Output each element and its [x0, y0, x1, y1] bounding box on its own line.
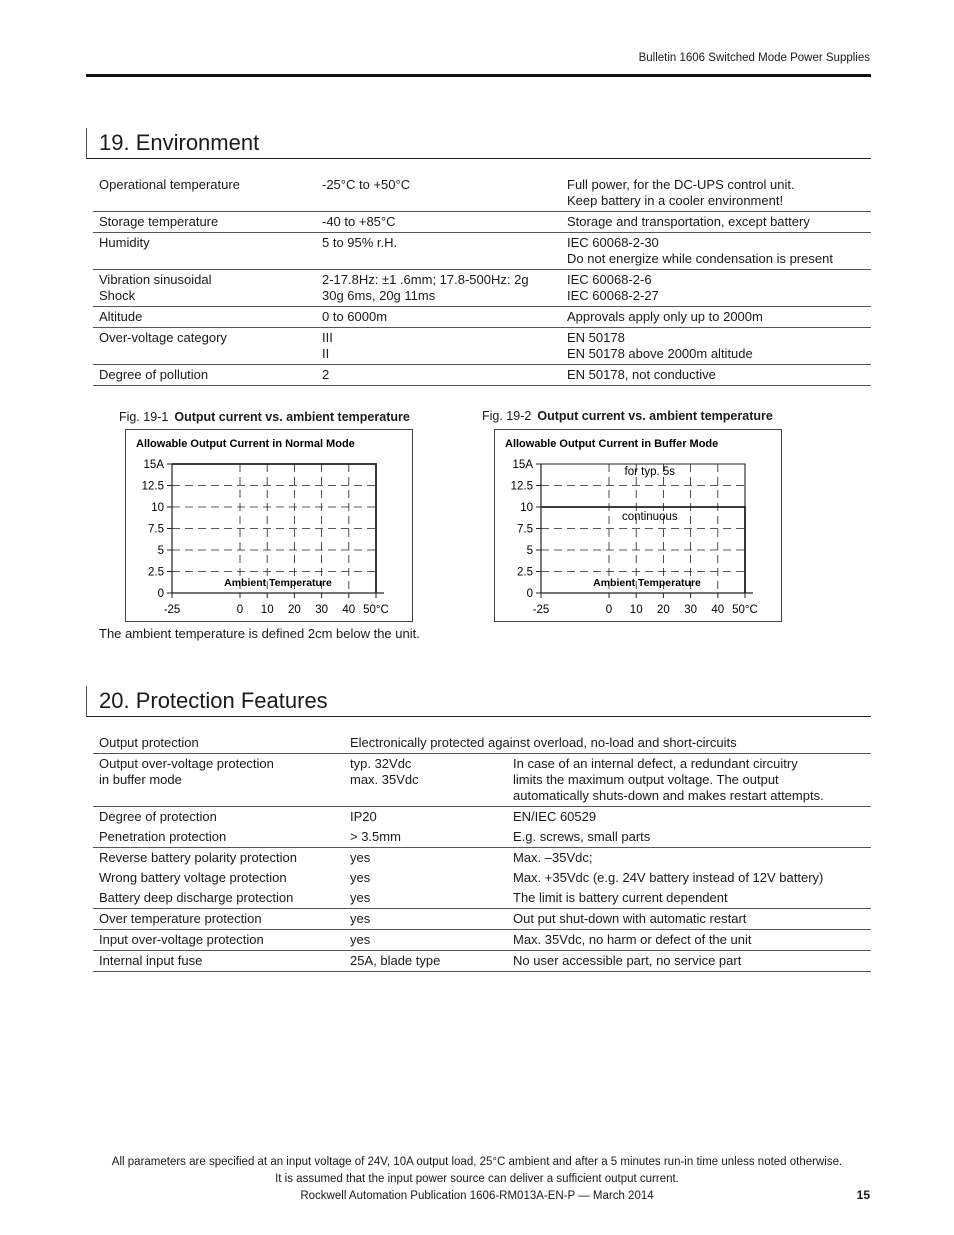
protection-note-text: Max. +35Vdc (e.g. 24V battery instead of 12V battery) [513, 870, 824, 885]
environment-note-cell [561, 328, 871, 365]
protection-note-text: In case of an internal defect, a redundant circuitry [513, 756, 798, 771]
protection-note-text: limits the maximum output voltage. The output [513, 772, 779, 787]
x-tick-label: 0 [236, 604, 244, 616]
environment-note-cell [561, 175, 871, 212]
figure-19-1-caption [119, 410, 410, 424]
page-number: 15 [856, 1188, 870, 1202]
environment-note-cell [561, 270, 871, 307]
protection-note-cell [507, 909, 871, 930]
protection-param-cell [93, 733, 344, 754]
environment-note-text: EN 50178, not conductive [567, 367, 716, 382]
environment-param-text: Degree of pollution [99, 367, 209, 382]
environment-row [93, 328, 871, 365]
environment-value-text: 0 to 6000m [322, 309, 388, 324]
protection-note-cell [507, 951, 871, 972]
protection-value-text: IP20 [350, 809, 377, 824]
environment-value-text: II [322, 346, 330, 361]
x-tick-label: 20 [288, 604, 301, 616]
section-protection-title: 20. Protection Features [99, 688, 328, 713]
x-tick-label: 10 [260, 604, 274, 616]
protection-value-text: yes [350, 870, 371, 885]
figure-19-2-number: Fig. 19-2 [482, 409, 532, 423]
protection-row [93, 868, 871, 888]
protection-note-cell [507, 827, 871, 848]
protection-row [93, 754, 871, 807]
chart-normal-mode [125, 429, 413, 622]
environment-note-text: IEC 60068-2-27 [567, 288, 659, 303]
y-tick-label: 7.5 [517, 523, 533, 536]
y-tick-label: 15A [143, 459, 164, 471]
environment-param-text: Vibration sinusoidal [99, 272, 212, 287]
document-header-title: Bulletin 1606 Switched Mode Power Supplies [638, 52, 870, 64]
x-tick-label: 40 [711, 604, 725, 616]
environment-table [93, 175, 871, 386]
protection-value-text: 25A, blade type [350, 953, 441, 968]
protection-note-text: Out put shut-down with automatic restart [513, 911, 747, 926]
protection-value-text: yes [350, 850, 371, 865]
x-tick-label: 30 [684, 604, 697, 616]
environment-param-cell [93, 365, 316, 386]
environment-row [93, 270, 871, 307]
protection-param-text: Over temperature protection [99, 911, 262, 926]
y-tick-label: 10 [520, 502, 533, 514]
protection-param-text: Reverse battery polarity protection [99, 850, 297, 865]
y-tick-label: 7.5 [148, 523, 164, 536]
environment-param-text: Humidity [99, 235, 150, 250]
protection-value-cell [344, 807, 507, 828]
environment-row [93, 307, 871, 328]
environment-note-cell [561, 212, 871, 233]
protection-note-cell [507, 848, 871, 869]
protection-value-text: > 3.5mm [350, 829, 401, 844]
protection-row [93, 733, 871, 754]
environment-param-cell [93, 307, 316, 328]
y-tick-label: 0 [157, 588, 164, 600]
y-tick-label: 12.5 [510, 480, 533, 493]
environment-row [93, 365, 871, 386]
environment-param-cell [93, 328, 316, 365]
y-tick-label: 10 [151, 502, 164, 514]
protection-value-cell [344, 754, 507, 807]
protection-note-text: E.g. screws, small parts [513, 829, 651, 844]
protection-param-text: Penetration protection [99, 829, 227, 844]
protection-row [93, 827, 871, 848]
environment-note-text: EN 50178 above 2000m altitude [567, 346, 753, 361]
chart-buffer-mode [494, 429, 782, 622]
environment-row [93, 233, 871, 270]
header-rule [86, 74, 871, 77]
section-environment-title: 19. Environment [99, 130, 260, 155]
protection-param-cell [93, 951, 344, 972]
protection-note-text: automatically shuts-down and makes restart attempts. [513, 788, 824, 803]
environment-param-text: Shock [99, 288, 136, 303]
environment-param-text: Over-voltage category [99, 330, 227, 345]
environment-note-cell [561, 307, 871, 328]
environment-value-cell [316, 270, 561, 307]
environment-note-text: Full power, for the DC-UPS control unit. [567, 177, 795, 192]
footer-spec-note: All parameters are specified at an input voltage of 24V, 10A output load, 25°C ambient and after a 5 minutes run-in time unless noted otherwise. [111, 1156, 843, 1168]
environment-note-text: IEC 60068-2-30 [567, 235, 659, 250]
protection-param-text: Output over-voltage protection [99, 756, 274, 771]
protection-value-text: max. 35Vdc [350, 772, 419, 787]
annotation-label: for typ. 5s [624, 466, 676, 479]
x-tick-label: 20 [657, 604, 670, 616]
protection-param-cell [93, 888, 344, 909]
x-tick-label: -25 [163, 604, 181, 616]
footer-publication: Rockwell Automation Publication 1606-RM013A-EN-P — March 2014 [300, 1190, 654, 1202]
environment-row [93, 175, 871, 212]
environment-param-text: Altitude [99, 309, 143, 324]
protection-param-text: Internal input fuse [99, 953, 203, 968]
protection-param-text: Input over-voltage protection [99, 932, 264, 947]
environment-param-text: Storage temperature [99, 214, 219, 229]
x-axis-label: Ambient Temperature [224, 577, 332, 589]
x-axis-label: Ambient Temperature [593, 577, 701, 589]
environment-note-cell [561, 365, 871, 386]
protection-param-cell [93, 930, 344, 951]
chart-title: Allowable Output Current in Buffer Mode [505, 438, 719, 450]
protection-note-text: EN/IEC 60529 [513, 809, 597, 824]
protection-value-cell [344, 888, 507, 909]
protection-note-cell [507, 888, 871, 909]
protection-value-text: yes [350, 890, 371, 905]
environment-value-text: -25°C to +50°C [322, 177, 411, 192]
environment-row [93, 212, 871, 233]
protection-value-cell [344, 868, 507, 888]
environment-param-cell [93, 212, 316, 233]
y-tick-label: 5 [157, 545, 164, 557]
protection-row [93, 930, 871, 951]
protection-param-text: Battery deep discharge protection [99, 890, 294, 905]
y-tick-label: 15A [512, 459, 533, 471]
figure-19-1-title: Output current vs. ambient temperature [174, 410, 410, 424]
chart-buffer-mode-svg [495, 430, 781, 621]
y-tick-label: 2.5 [517, 566, 533, 579]
x-tick-label: 40 [342, 604, 356, 616]
protection-param-cell [93, 827, 344, 848]
protection-value-cell [344, 909, 507, 930]
environment-value-text: -40 to +85°C [322, 214, 396, 229]
protection-note-cell [507, 754, 871, 807]
environment-value-cell [316, 365, 561, 386]
environment-note-text: Do not energize while condensation is present [567, 251, 833, 266]
protection-param-text: Wrong battery voltage protection [99, 870, 287, 885]
x-tick-label: -25 [532, 604, 550, 616]
protection-value-cell [344, 848, 507, 869]
environment-param-cell [93, 270, 316, 307]
environment-note-text: Approvals apply only up to 2000m [567, 309, 763, 324]
protection-value-text: yes [350, 932, 371, 947]
protection-param-cell [93, 868, 344, 888]
environment-note-text: Storage and transportation, except battery [567, 214, 810, 229]
x-tick-label: 10 [629, 604, 643, 616]
environment-note-text: EN 50178 [567, 330, 625, 345]
protection-value-cell [344, 930, 507, 951]
y-tick-label: 5 [526, 545, 533, 557]
protection-row [93, 951, 871, 972]
environment-value-cell [316, 233, 561, 270]
protection-row [93, 909, 871, 930]
x-tick-label: 30 [315, 604, 328, 616]
protection-value-cell [344, 827, 507, 848]
protection-param-text: Degree of protection [99, 809, 217, 824]
chart-normal-mode-svg [126, 430, 412, 621]
figure-19-2-caption [482, 409, 773, 423]
protection-note-text: Max. 35Vdc, no harm or defect of the unit [513, 932, 752, 947]
environment-param-cell [93, 175, 316, 212]
environment-note-cell [561, 233, 871, 270]
section-environment-heading [86, 128, 871, 159]
y-tick-label: 12.5 [141, 480, 164, 493]
environment-value-cell [316, 328, 561, 365]
y-tick-label: 0 [526, 588, 533, 600]
environment-value-text: 30g 6ms, 20g 11ms [322, 288, 436, 303]
protection-param-cell [93, 848, 344, 869]
protection-note-cell [507, 868, 871, 888]
ambient-temperature-note: The ambient temperature is defined 2cm below the unit. [99, 626, 420, 641]
footer-source-note: It is assumed that the input power source can deliver a sufficient output current. [275, 1173, 679, 1185]
environment-value-text: 2 [322, 367, 330, 382]
figure-19-1-number: Fig. 19-1 [119, 410, 169, 424]
protection-row [93, 848, 871, 869]
section-protection-heading [86, 686, 871, 717]
environment-param-text: Operational temperature [99, 177, 240, 192]
environment-note-text: Keep battery in a cooler environment! [567, 193, 784, 208]
protection-value-text: typ. 32Vdc [350, 756, 412, 771]
protection-param-text: Output protection [99, 735, 199, 750]
protection-param-cell [93, 909, 344, 930]
environment-note-text: IEC 60068-2-6 [567, 272, 652, 287]
chart-title: Allowable Output Current in Normal Mode [136, 438, 355, 450]
environment-value-text: III [322, 330, 333, 345]
protection-note-cell [507, 930, 871, 951]
annotation-label: continuous [621, 510, 678, 523]
protection-value-cell [344, 733, 871, 754]
environment-value-cell [316, 307, 561, 328]
environment-value-cell [316, 212, 561, 233]
environment-value-text: 2-17.8Hz: ±1 .6mm; 17.8-500Hz: 2g [322, 272, 529, 287]
protection-note-text: Max. –35Vdc; [513, 850, 593, 865]
protection-param-text: in buffer mode [99, 772, 182, 787]
protection-row [93, 888, 871, 909]
protection-param-cell [93, 807, 344, 828]
x-tick-label: 0 [605, 604, 613, 616]
environment-value-cell [316, 175, 561, 212]
environment-param-cell [93, 233, 316, 270]
protection-value-text: yes [350, 911, 371, 926]
protection-note-text: No user accessible part, no service part [513, 953, 742, 968]
protection-note-text: The limit is battery current dependent [513, 890, 728, 905]
protection-table [93, 733, 871, 972]
protection-note-cell [507, 807, 871, 828]
figure-19-2-title: Output current vs. ambient temperature [537, 409, 773, 423]
x-tick-label: 50°C [732, 604, 758, 616]
protection-value-cell [344, 951, 507, 972]
protection-param-cell [93, 754, 344, 807]
environment-value-text: 5 to 95% r.H. [322, 235, 398, 250]
y-tick-label: 2.5 [148, 566, 164, 579]
protection-value-text: Electronically protected against overload, no-load and short-circuits [350, 735, 737, 750]
protection-row [93, 807, 871, 828]
x-tick-label: 50°C [363, 604, 389, 616]
